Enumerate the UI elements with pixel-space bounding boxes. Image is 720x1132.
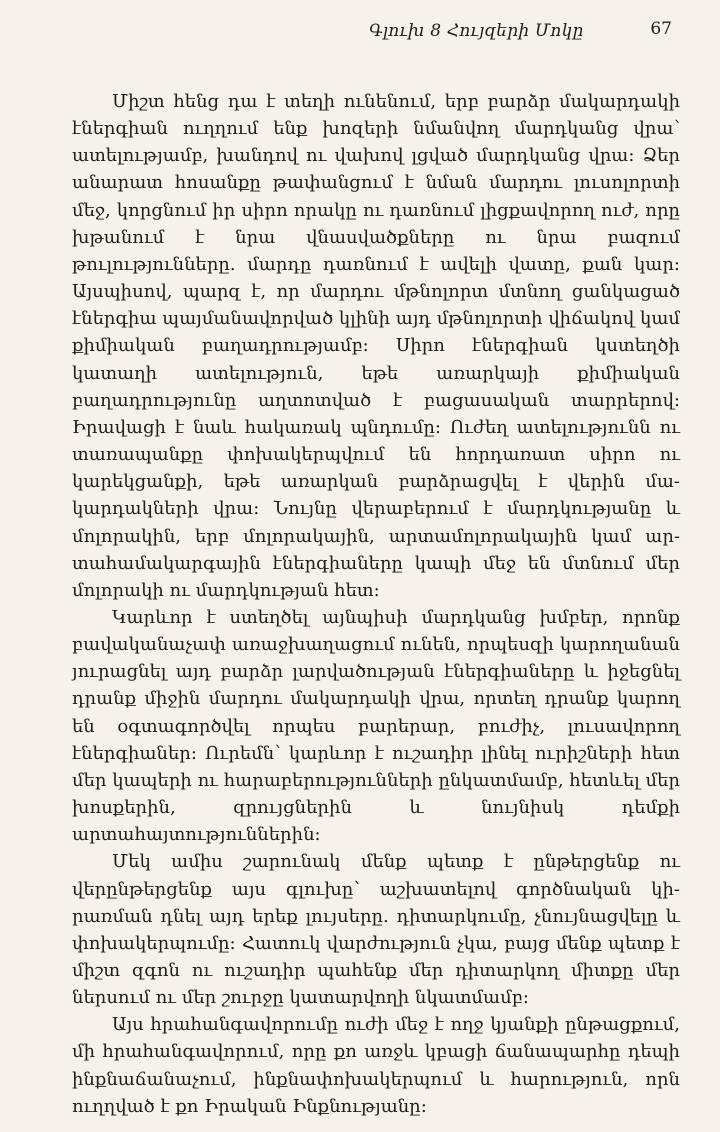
paragraph-1: Միշտ հենց դա է տեղի ունենում, երբ բարձր մակարդակի էներգիան ուղղում ենք խոզերի նմանվող մարդկանց վրա՝ ատելությամբ, խանդով ու վախով լցված մարդկանց վրա: Ձեր անարատ հոսանքը թափանցում է նման մարդու լուսոլորտի մեջ, կորցնում իր սիրո որակը ու դառնում լիցքավորող ուժ, որը խթանում է նրա վնասվածքները ու նրա բազում թուլությունները. մարդը դառնում է ավելի վատը, քան կար: Այսպիսով, պարզ է, որ մարդու մթնոլորտ մտնող ցանկացած էներգիա պայմանավորված կլինի այդ մթնոլորտի վիճակով կամ քիմիական բաղադրությամբ: Սիրո էներգիան կստեղծի կատաղի ատելություն, եթե առարկայի քիմիական բաղադրությունը աղտոտված է բացասական տարրերով: Իրավացի է նաև հակառակ պնդումը: Ուժեղ ատելությունն ու տառապանքը փոխակերպվում են հորդառատ սիրո ու կարեկցանքի, եթե առարկան բարձրացվել է վերին մակարդակների վրա: Նույնը վերաբերում է մարդկությանը և մոլորակին, երբ մոլորակային, արտամոլորակային կամ արտահամակարգային էներգիաները կապի մեջ են մտնում մեր մոլորակի ու մարդկության հետ: xyxy=(72,91,680,601)
body-text xyxy=(72,88,680,1120)
paragraph-4: Այս հրահանգավորումը ուժի մեջ է ողջ կյանքի ընթացքում, մի հրահանգավորում, որը քո առջև կբացի ճանապարհը դեպի ինքնաճանաչում, ինքնափոխակերպում և հարություն, որն ուղղված է քո Իրական Ինքնությանը: xyxy=(72,1014,680,1117)
paragraph-3: Մեկ ամիս շարունակ մենք պետք է ընթերցենք ու վերընթերցենք այս գլուխը՝ աշխատելով գործնական կիրառման դնել այդ երեք լույսերը. դիտարկումը, չնույնացվելը և փոխակերպումը: Հատուկ վարժություն չկա, բայց մենք պետք է միշտ զգոն ու ուշադիր պահենք մեր դիտարկող միտքը մեր ներսում ու մեր շուրջը կատարվողի նկատմամբ: xyxy=(72,851,680,1009)
page-header xyxy=(0,18,720,48)
paragraph-2: Կարևոր է ստեղծել այնպիսի մարդկանց խմբեր, որոնք բավականաչափ առաջխաղացում ունեն, որպեսզի կարողանան յուրացնել այդ բարձր լարվածության էներգիաները և իջեցնել դրանք միջին մարդու մակարդակի վրա, որտեղ դրանք կարող են օգտագործվել որպես բարերար, բուժիչ, լուսավորող էներգիաներ: Ուրեմն՝ կարևոր է ուշադիր լինել ուրիշների հետ մեր կապերի ու հարաբերությունների ընկատմամբ, հետևել մեր խոսքերին, զրույցներին և նույնիսկ դեմքի արտահայտություններին: xyxy=(72,606,680,846)
page-number: 67 xyxy=(650,19,672,39)
running-head: Գլուխ 8 Հույզերի Մոկը xyxy=(369,21,584,41)
